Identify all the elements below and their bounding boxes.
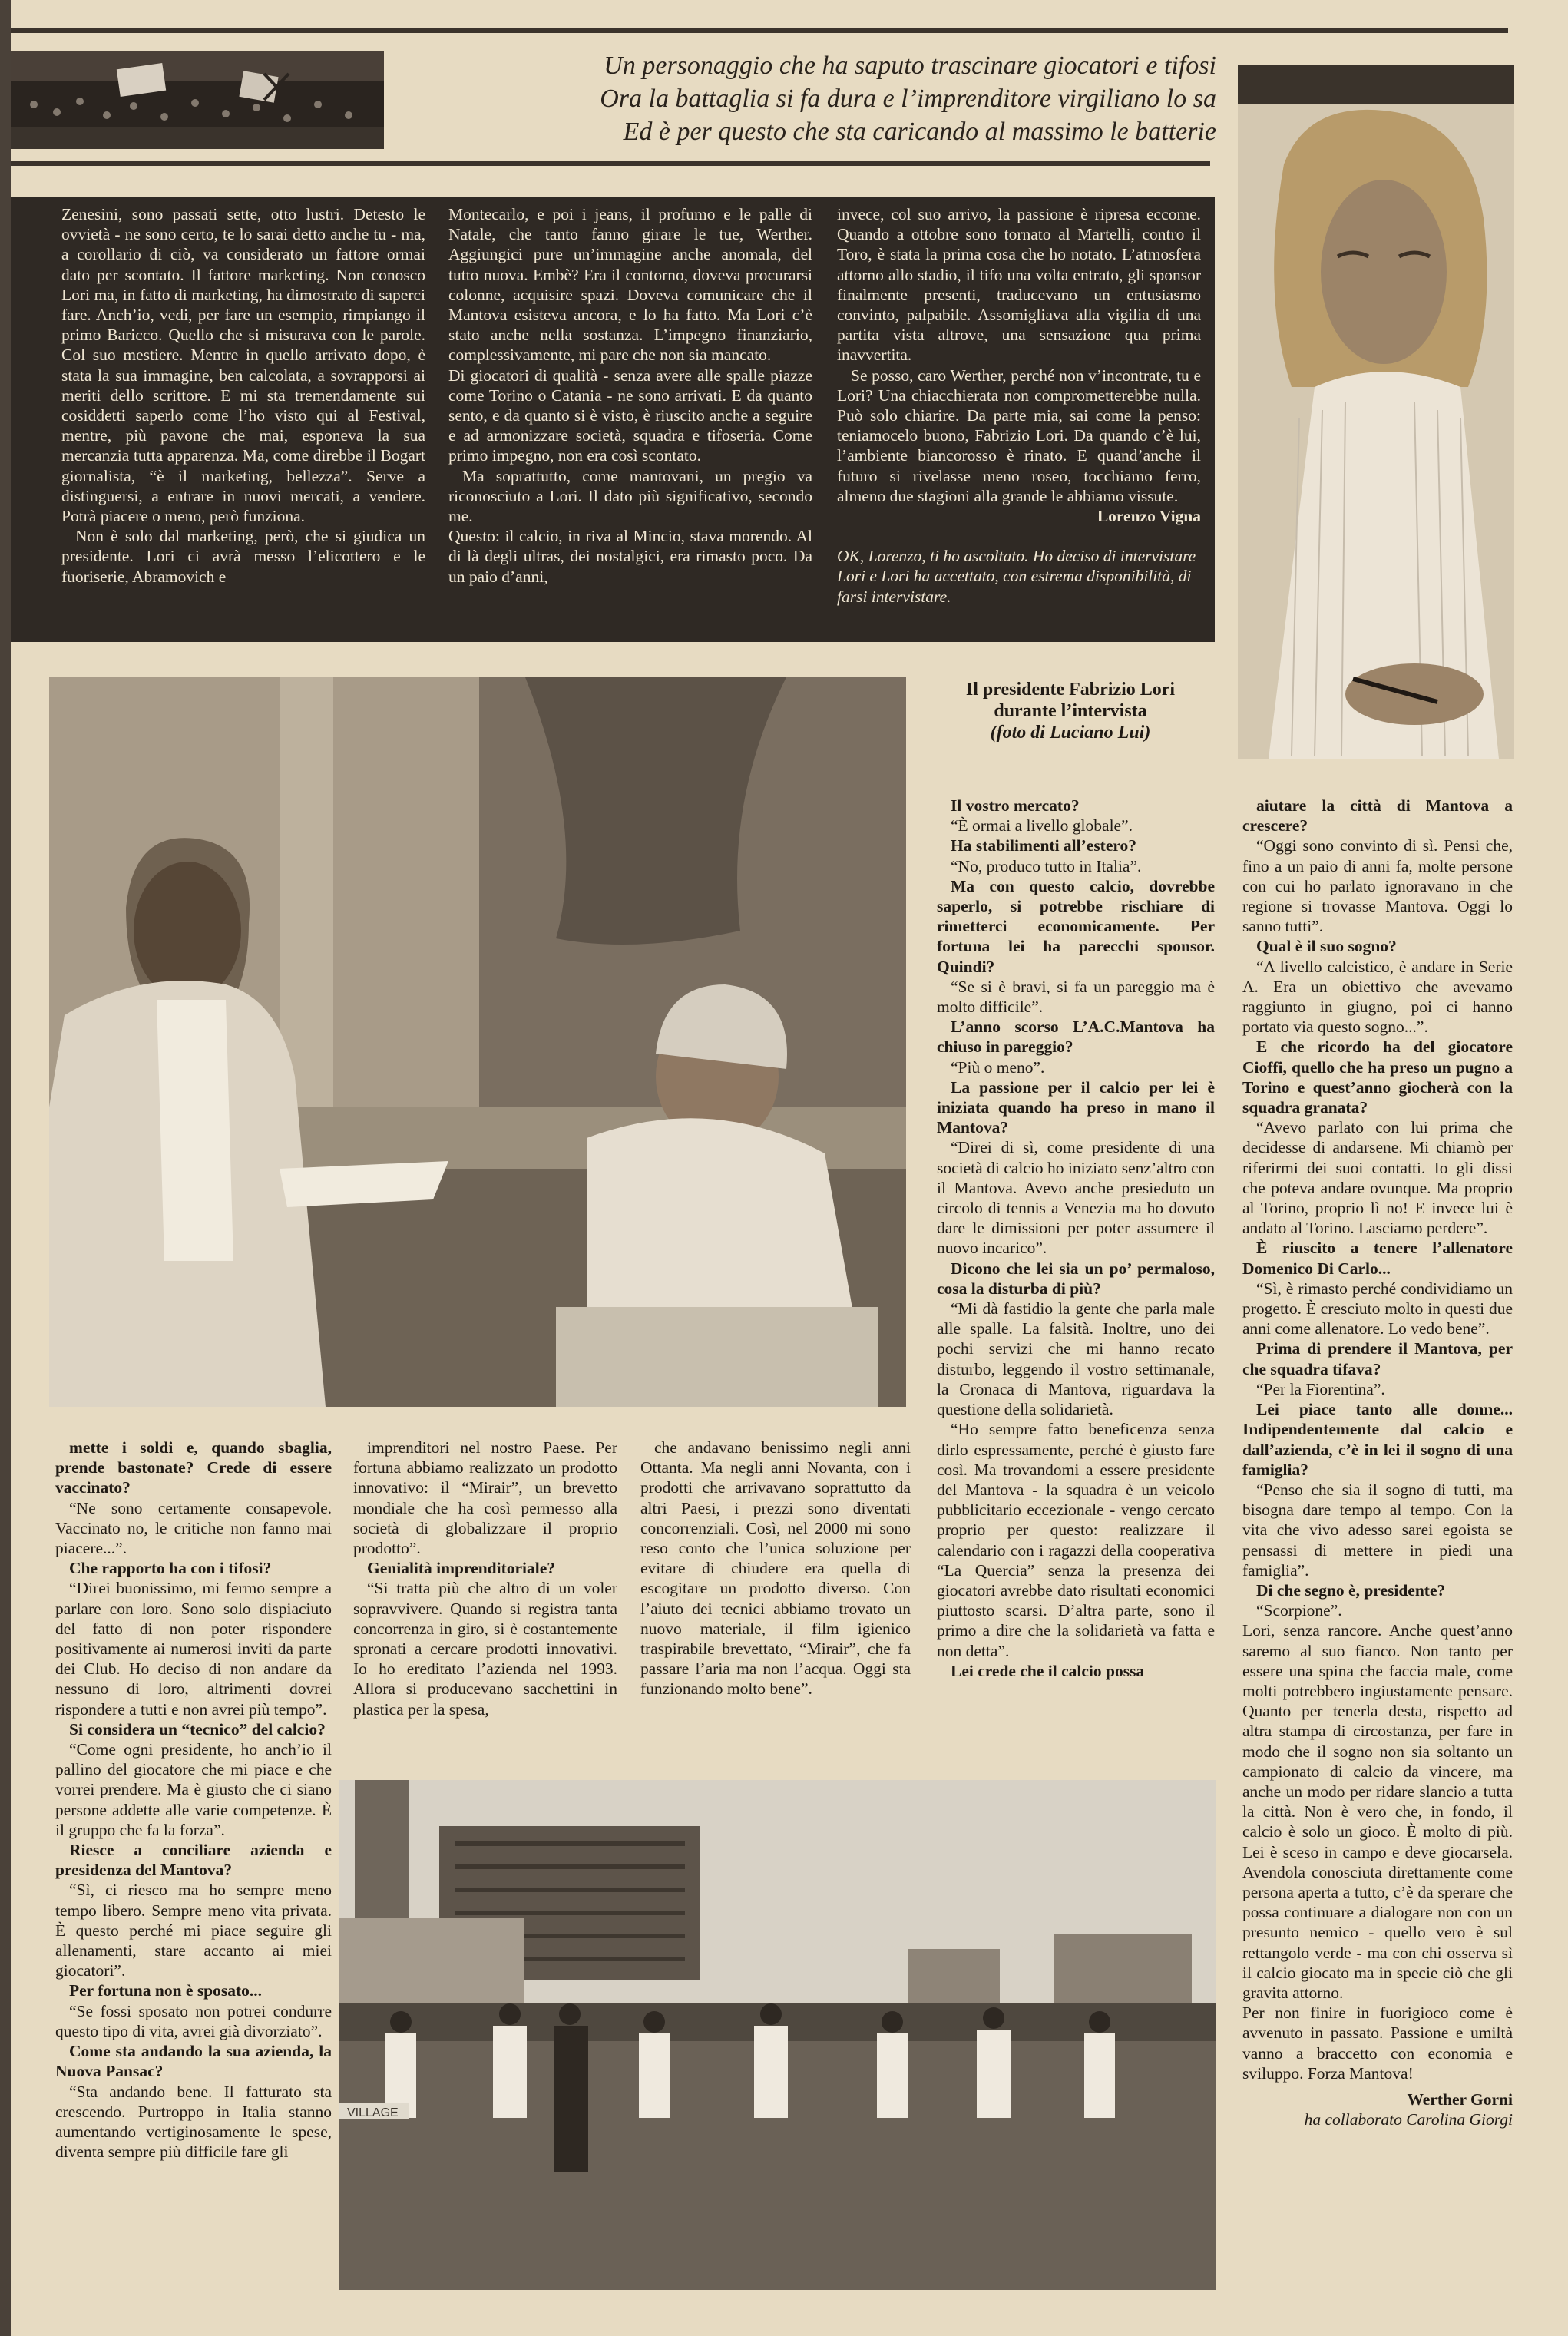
answer: “È ormai a livello globale”. [951,816,1133,835]
answer: “Avevo parlato con lui prima che decidesse di andarsene. Mi chiamò per riferirmi dei suoi contatti. Io gli dissi che poteva andare ovunque. Ma proprio al Torino, proprio lì no! E invece lui è andato al Torino. Lasciamo perdere”. [1242,1118,1513,1238]
question: Si considera un “tecnico” del calcio? [69,1719,326,1739]
answer: che andavano benissimo negli anni Ottanta. Ma negli anni Novanta, con i prodotti che arrivavano soprattutto da altri Paesi, i prezzi sono diventati concorrenziali. Così, nel 2000 mi sono reso conto che l’unica soluzione per evitare di chiudere era quella di escogitare un prodotto diverso. Con l’aiuto dei tecnici abbiamo trovato un nuovo materiale, il film igienico traspirabile brevettato, “Mirair”, che fa passare l’aria ma non l’acqua. Oggi sta funzionando molto bene”. [640,1438,911,1699]
letter-column-3 [837,204,1201,607]
subtitle-line-1: Un personaggio che ha saputo trascinare giocatori e tifosi [604,51,1216,80]
header-bottom-rule [11,161,1210,166]
top-rule [11,28,1508,33]
stadium-photo [339,1780,1216,2290]
answer: “Più o meno”. [951,1057,1045,1077]
interview-bottom-column-3 [640,1438,911,1699]
letter-paragraph: Questo: il calcio, in riva al Mincio, stava morendo. Al di là degli ultras, dei nostalgici, era rimasto poco. Da un paio d’anni, [448,527,812,586]
question: Ma con questo calcio, dovrebbe saperlo, si potrebbe rischiare di rimetterci economicamente. Per fortuna lei ha parecchi sponsor. Quindi? [937,876,1215,976]
header-subtitle [402,49,1216,148]
letter-paragraph: Non è solo dal marketing, però, che si giudica un presidente. Lori ci avrà messo l’elicottero e le fuoriserie, Abramovich e [61,527,425,586]
caption-line-2: durante l’intervista [994,701,1147,721]
question: Prima di prendere il Mantova, per che squadra tifava? [1242,1339,1513,1378]
question: Lei crede che il calcio possa [951,1661,1145,1680]
question: Di che segno è, presidente? [1256,1580,1446,1600]
letter-paragraph: Montecarlo, e poi i jeans, il profumo e le palle di Natale, che tanto fanno girare le tue, Werther. Aggiungici pure un’immagine anche anomala, del tutto nuova. Embè? Era il contorno, doveva procurarsi colonne, acquisire spazi. Doveva comunicare che il Mantova esisteva ancora, e lo ha fatto. Ma Lori c’è stato anche nella sostanza. L’impegno finanziario, complessivamente, mi pare che non sia mancato. [448,205,812,365]
contributor-note: ha collaborato Carolina Giorgi [1304,2110,1513,2129]
interview-photo [49,677,906,1407]
question: Genialità imprenditoriale? [367,1559,556,1578]
interview-column-right [937,796,1215,1681]
answer: “Si tratta più che altro di un voler sopravvivere. Quando si registra tanta concorrenza in giro, si è costantemente spronati a cercare prodotti innovativi. Io ho ereditato l’azienda nel 1993. Allora si producevano sacchettini in plastica per la spesa, [353,1579,617,1719]
letter-paragraph: Zenesini, sono passati sette, otto lustri. Detesto le ovvietà - ne sono certo, te lo sarai detto anche tu - ma, a corollario di ciò, va considerato un fattore ormai dato per scontato. Il fattore marketing. Non conosco Lori ma, in fatto di marketing, ha dimostrato di saperci fare. Anch’io, vedi, per fare un esempio, rimpiango il primo Baricco. Quello che si misurava con le parole. Col suo mestiere. Mentre in quello arrivato dopo, è stata la sua immagine, ben calcolata, a sovrapporsi ai meriti dello scrittore. E mi sta tremendamente sui cosiddetti saperlo come l’ho visto qui al Festival, mentre, più pavone che mai, esponeva la sua mercanzia tutta apparenza. Ma, come direbbe il Bogart giornalista, “è il marketing, bellezza”. Serve a distinguersi, a entrare in nuovi mercati, a vendere. Potrà piacere o meno, però funziona. [61,205,425,526]
interview-bottom-column-1 [55,1438,332,2162]
closing-paragraph: Lori, senza rancore. Anche quest’anno saremo al suo fianco. Non tanto per essere una spina che faccia male, come molti potrebbero ingiustamente pensare. Quanto per tenerla desta, rispetto ad altra stampa di circostanza, per fare in modo che il sogno non sia soltanto un campionato di calcio da vincere, ma anche un modo per ridare slancio a tutta la città. Non è vero che, in fondo, il calcio è solo un gioco. È molto di più. Lei è sceso in campo e deve giocarsela. Avendola conosciuta direttamente come persona aperta a tutto, c’è da sperare che possa continuare a dialogare non con un presunto nemico - quello vero è sul rettangolo verde - ma con chi osserva sì il calcio giocato ma in specie ciò che gli gravita attorno. [1242,1621,1513,2002]
answer: “Scorpione”. [1256,1601,1342,1620]
answer: “No, produco tutto in Italia”. [951,856,1142,875]
newspaper-page [11,0,1568,2336]
question: Che rapporto ha con i tifosi? [69,1559,272,1578]
answer: “Penso che sia il sogno di tutti, ma bisogna dare tempo al tempo. Con la vita che vivo adesso sarei egoista se pensassi di mettere in piedi una famiglia”. [1242,1480,1513,1580]
question: Riesce a conciliare azienda e presidenza del Mantova? [55,1841,332,1880]
letter-column-1 [61,204,425,587]
answer: “Sta andando bene. Il fatturato sta crescendo. Purtroppo in Italia stanno aumentando vertiginosamente le spese, diventa sempre più difficile fare gli [55,2082,332,2162]
answer: “Oggi sono convinto di sì. Pensi che, fino a un paio di anni fa, molte persone con cui ho parlato ignoravano in che regione si trovasse Mantova. Oggi lo sanno tutti”. [1242,836,1513,936]
question: Dicono che lei sia un po’ permaloso, cosa la disturba di più? [937,1259,1215,1298]
question: Ha stabilimenti all’estero? [951,836,1137,855]
question: Il vostro mercato? [951,796,1080,815]
question: L’anno scorso L’A.C.Mantova ha chiuso in pareggio? [937,1017,1215,1057]
answer: “Sì, è rimasto perché condividiamo un progetto. È cresciuto molto in questi due anni come allenatore. Lo vedo bene”. [1242,1279,1513,1338]
question: E che ricordo ha del giocatore Cioffi, quello che ha preso un pugno a Torino e quest’anno giocherà con la squadra granata? [1242,1037,1513,1117]
letter-signature: Lorenzo Vigna [1097,507,1201,526]
question: aiutare la città di Mantova a crescere? [1242,796,1513,835]
crowd-photo [11,51,384,149]
answer: “Se si è bravi, si fa un pareggio ma è molto difficile”. [937,977,1215,1017]
interview-column-far-right [1242,796,1513,2129]
letter-paragraph: Di giocatori di qualità - senza avere alle spalle piazze come Torino o Catania - ne sono arrivati. E da quanto sento, e da quanto si è visto, è riuscito anche a seguire e ad armonizzare società, squadra e tifoseria. Come primo impegno, non era così scontato. [448,366,812,465]
photo-caption [917,679,1224,743]
caption-credit: (foto di Luciano Lui) [990,723,1151,743]
answer: “Direi di sì, come presidente di una società di calcio ho iniziato senz’altro con il Mantova. Avevo anche presieduto un circolo di tennis a Venezia ma ho dovuto dare le dimissioni per poter assumere il nuovo incarico”. [937,1138,1215,1258]
letter-paragraph: invece, col suo arrivo, la passione è ripresa eccome. Quando a ottobre sono tornato al Martelli, contro il Toro, è stata la prima cosa che ho notato. L’atmosfera attorno allo stadio, il tifo una volta entrato, gli sponsor finalmente presenti, traducevano un entusiasmo convinto, palpabile. Assomigliava alla vigilia di una partita vista altrove, una sensazione qua prima inavvertita. [837,205,1201,365]
subtitle-line-2: Ora la battaglia si fa dura e l’imprenditore virgiliano lo sa [600,84,1216,113]
portrait-photo [1238,65,1514,759]
interview-bottom-column-2 [353,1438,617,1719]
answer: “Ho sempre fatto beneficenza senza dirlo espressamente, perché è giusto fare così. Ma trovandomi a essere presidente del Mantova - la squadra è un veicolo pubblicitario eccezionale - vengo cercato proprio per questo: realizzare il calendario con i ragazzi della cooperativa “La Quercia” senza la presenza dei giocatori avrebbe dato risultati economici piuttosto scarsi. D’altra parte, sono il primo a dire che la solidarietà va fatta e non detta”. [937,1420,1215,1660]
closing-paragraph: Per non finire in fuorigioco come è avvenuto in passato. Passione e umiltà vanno a braccetto con economia e sviluppo. Forza Mantova! [1242,2003,1513,2083]
answer: “A livello calcistico, è andare in Serie A. Era un obiettivo che avevamo raggiunto in giugno, poi ci hanno portato via questo sogno...”. [1242,957,1513,1037]
question: Lei piace tanto alle donne... Indipendentemente dal calcio e dall’azienda, c’è in lei il sogno di una famiglia? [1242,1400,1513,1479]
stadium-sign: VILLAGE [347,2106,399,2119]
answer: “Direi buonissimo, mi fermo sempre a parlare con loro. Sono solo dispiaciuto del fatto di non poter rispondere positivamente ai numerosi inviti da parte dei Club. Ho deciso di non andare da nessuno di loro, altrimenti dovrei rispondere a tutti e non avrei più tempo”. [55,1579,332,1719]
question: Per fortuna non è sposato... [69,1981,263,2000]
question: È riuscito a tenere l’allenatore Domenico Di Carlo... [1242,1239,1513,1278]
editor-reply: OK, Lorenzo, ti ho ascoltato. Ho deciso di intervistare Lori e Lori ha accettato, con estrema disponibilità, di farsi intervistare. [837,547,1196,606]
question: Qual è il suo sogno? [1256,937,1397,956]
question: mette i soldi e, quando sbaglia, prende bastonate? Crede di essere vaccinato? [55,1438,332,1497]
answer: “Per la Fiorentina”. [1256,1379,1385,1398]
letter-paragraph: Se posso, caro Werther, perché non v’incontrate, tu e Lori? Una chiacchierata non comprometterebbe nulla. Può solo chiarire. Da parte mia, sai come la penso: teniamocelo buono, Fabrizio Lori. Da quando c’è lui, l’ambiente biancorosso è rinato. E quand’anche il futuro si rivelasse meno roseo, tocchiamo ferro, almeno due stagioni alla grande le abbiamo vissute. [837,366,1201,505]
question: La passione per il calcio per lei è iniziata quando ha preso in mano il Mantova? [937,1077,1215,1137]
answer: “Sì, ci riesco ma ho sempre meno tempo libero. Sempre meno vita privata. È questo perché mi piace seguire gli allenamenti, stare accanto ai miei giocatori”. [55,1881,332,1980]
letter-column-2 [448,204,812,587]
answer: “Mi dà fastidio la gente che parla male alle spalle. La falsità. Inoltre, uno dei pochi servizi che mi hanno recato disturbo, leggendo il vostro settimanale, la Cronaca di Mantova, riguardava la questione della solidarietà. [937,1299,1215,1419]
answer: imprenditori nel nostro Paese. Per fortuna abbiamo realizzato un prodotto innovativo: il “Mirair”, un brevetto mondiale che ha così permesso alla società di globalizzare il proprio prodotto”. [353,1438,617,1558]
answer: “Se fossi sposato non potrei condurre questo tipo di vita, avrei già divorziato”. [55,2001,332,2040]
caption-line-1: Il presidente Fabrizio Lori [965,680,1176,700]
answer: “Ne sono certamente consapevole. Vaccinato no, le critiche non fanno mai piacere...”. [55,1498,332,1558]
author-name: Werther Gorni [1407,2090,1513,2109]
subtitle-line-3: Ed è per questo che sta caricando al massimo le batterie [623,117,1216,146]
answer: “Come ogni presidente, ho anch’io il pallino del giocatore che mi piace e che vorrei prendere. Ma è giusto che ci siano persone addette alle varie competenze. È il gruppo che fa la forza”. [55,1740,332,1839]
letter-paragraph: Ma soprattutto, come mantovani, un pregio va riconosciuto a Lori. Il dato più significativo, secondo me. [448,466,812,526]
question: Come sta andando la sua azienda, la Nuova Pansac? [55,2042,332,2081]
